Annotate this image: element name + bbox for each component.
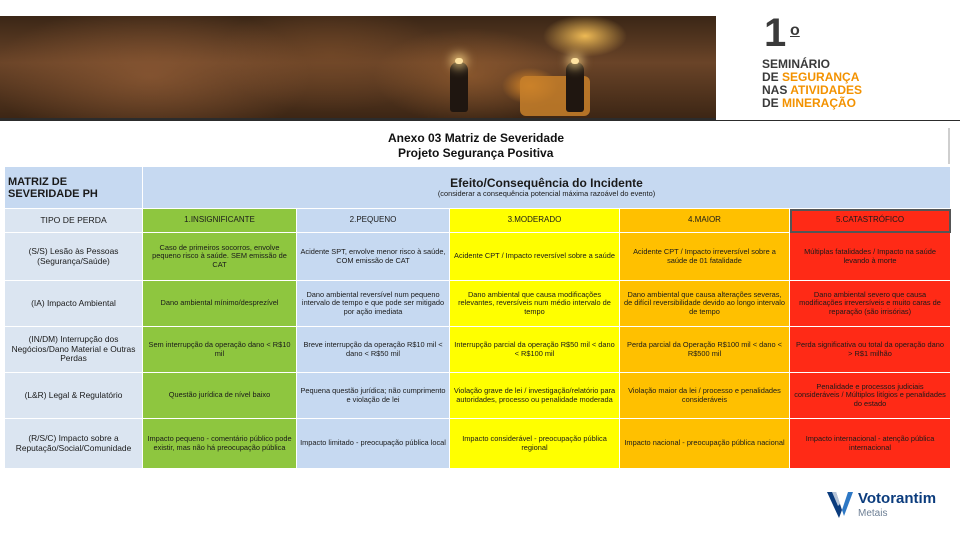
row-label: (S/S) Lesão às Pessoas (Segurança/Saúde) [5, 233, 143, 281]
matrix-cell: Interrupção parcial da operação R$50 mil < dano < R$100 mil [450, 327, 620, 373]
severity-level-3: 3.MODERADO [450, 209, 620, 233]
seminar-ordinal: o [790, 22, 800, 39]
matrix-cell: Acidente CPT / Impacto reversível sobre a saúde [450, 233, 620, 281]
seminar-line-2: DE SEGURANÇA [762, 70, 860, 84]
row-label: (IA) Impacto Ambiental [5, 281, 143, 327]
matrix-cell: Dano ambiental severo que causa modificações irreversíveis e muito caras de reparação (são irrisórias) [790, 281, 951, 327]
matrix-cell: Breve interrupção da operação R$10 mil < dano < R$50 mil [297, 327, 450, 373]
matrix-cell: Impacto pequeno - comentário público pode existir, mas não há preocupação pública [143, 419, 297, 469]
logo-brand: Votorantim [858, 490, 937, 507]
row-label: (R/S/C) Impacto sobre a Reputação/Social/Comunidade [5, 419, 143, 469]
title-frame [948, 128, 950, 164]
matrix-header: Efeito/Consequência do Incidente (considerar a consequência potencial máxima razoável do evento) [143, 167, 951, 209]
table-row [5, 373, 951, 419]
severity-level-5: 5.CATASTRÓFICO [790, 209, 951, 233]
row-label: (L&R) Legal & Regulatório [5, 373, 143, 419]
matrix-cell: Impacto limitado - preocupação pública local [297, 419, 450, 469]
matrix-cell: Penalidade e processos judiciais consideráveis / Múltiplos litígios e penalidades do estado [790, 373, 951, 419]
table-row [5, 281, 951, 327]
matrix-cell: Impacto internacional - atenção pública internacional [790, 419, 951, 469]
severity-level-2: 2.PEQUENO [297, 209, 450, 233]
matrix-cell: Violação maior da lei / processo e penalidades consideráveis [620, 373, 790, 419]
votorantim-v-icon [826, 490, 854, 520]
type-of-loss-label: TIPO DE PERDA [5, 209, 143, 233]
miner-figure [450, 62, 468, 112]
seminar-number: 1 [764, 11, 787, 55]
matrix-cell: Questão jurídica de nível baixo [143, 373, 297, 419]
seminar-line-3: NAS ATIVIDADES [762, 83, 863, 97]
matrix-cell: Violação grave de lei / investigação/relatório para autoridades, processo ou penalidade moderada [450, 373, 620, 419]
logo-sub: Metais [858, 508, 888, 519]
matrix-cell: Dano ambiental que causa alterações severas, de difícil reversibilidade devido ao longo intervalo de tempo [620, 281, 790, 327]
document-title: Anexo 03 Matriz de Severidade Projeto Segurança Positiva [388, 131, 565, 160]
mining-tunnel-photo [0, 16, 716, 120]
matrix-cell: Pequena questão jurídica; não cumprimento e violação de lei [297, 373, 450, 419]
matrix-cell: Dano ambiental reversível num pequeno intervalo de tempo e que pode ser mitigado por ação imediata [297, 281, 450, 327]
seminar-line-4: DE MINERAÇÃO [762, 96, 857, 110]
matrix-cell: Sem interrupção da operação dano < R$10 mil [143, 327, 297, 373]
matrix-cell: Dano ambiental mínimo/desprezível [143, 281, 297, 327]
matrix-title: MATRIZ DE SEVERIDADE PH [5, 167, 143, 209]
matrix-cell: Impacto nacional - preocupação pública nacional [620, 419, 790, 469]
miner-figure [566, 62, 584, 112]
severity-level-4: 4.MAIOR [620, 209, 790, 233]
votorantim-logo [826, 490, 956, 526]
matrix-cell: Acidente SPT, envolve menor risco à saúde, COM emissão de CAT [297, 233, 450, 281]
row-label: (IN/DM) Interrupção dos Negócios/Dano Material e Outras Perdas [5, 327, 143, 373]
matrix-cell: Múltiplas fatalidades / Impacto na saúde levando à morte [790, 233, 951, 281]
matrix-cell: Acidente CPT / Impacto irreversível sobre a saúde de 01 fatalidade [620, 233, 790, 281]
table-row [5, 327, 951, 373]
matrix-cell: Impacto considerável - preocupação pública regional [450, 419, 620, 469]
helmet-lamp-icon [571, 58, 579, 64]
seminar-logo [716, 0, 960, 120]
matrix-cell: Perda significativa ou total da operação dano > R$1 milhão [790, 327, 951, 373]
matrix-cell: Perda parcial da Operação R$100 mil < dano < R$500 mil [620, 327, 790, 373]
seminar-line-1: SEMINÁRIO [762, 57, 831, 71]
helmet-lamp-icon [455, 58, 463, 64]
table-row [5, 419, 951, 469]
table-row [5, 233, 951, 281]
matrix-cell: Dano ambiental que causa modificações relevantes, reversíveis num médio intervalo de tempo [450, 281, 620, 327]
severity-matrix [4, 166, 951, 469]
matrix-cell: Caso de primeiros socorros, envolve pequeno risco à saúde. SEM emissão de CAT [143, 233, 297, 281]
severity-level-1: 1.INSIGNIFICANTE [143, 209, 297, 233]
